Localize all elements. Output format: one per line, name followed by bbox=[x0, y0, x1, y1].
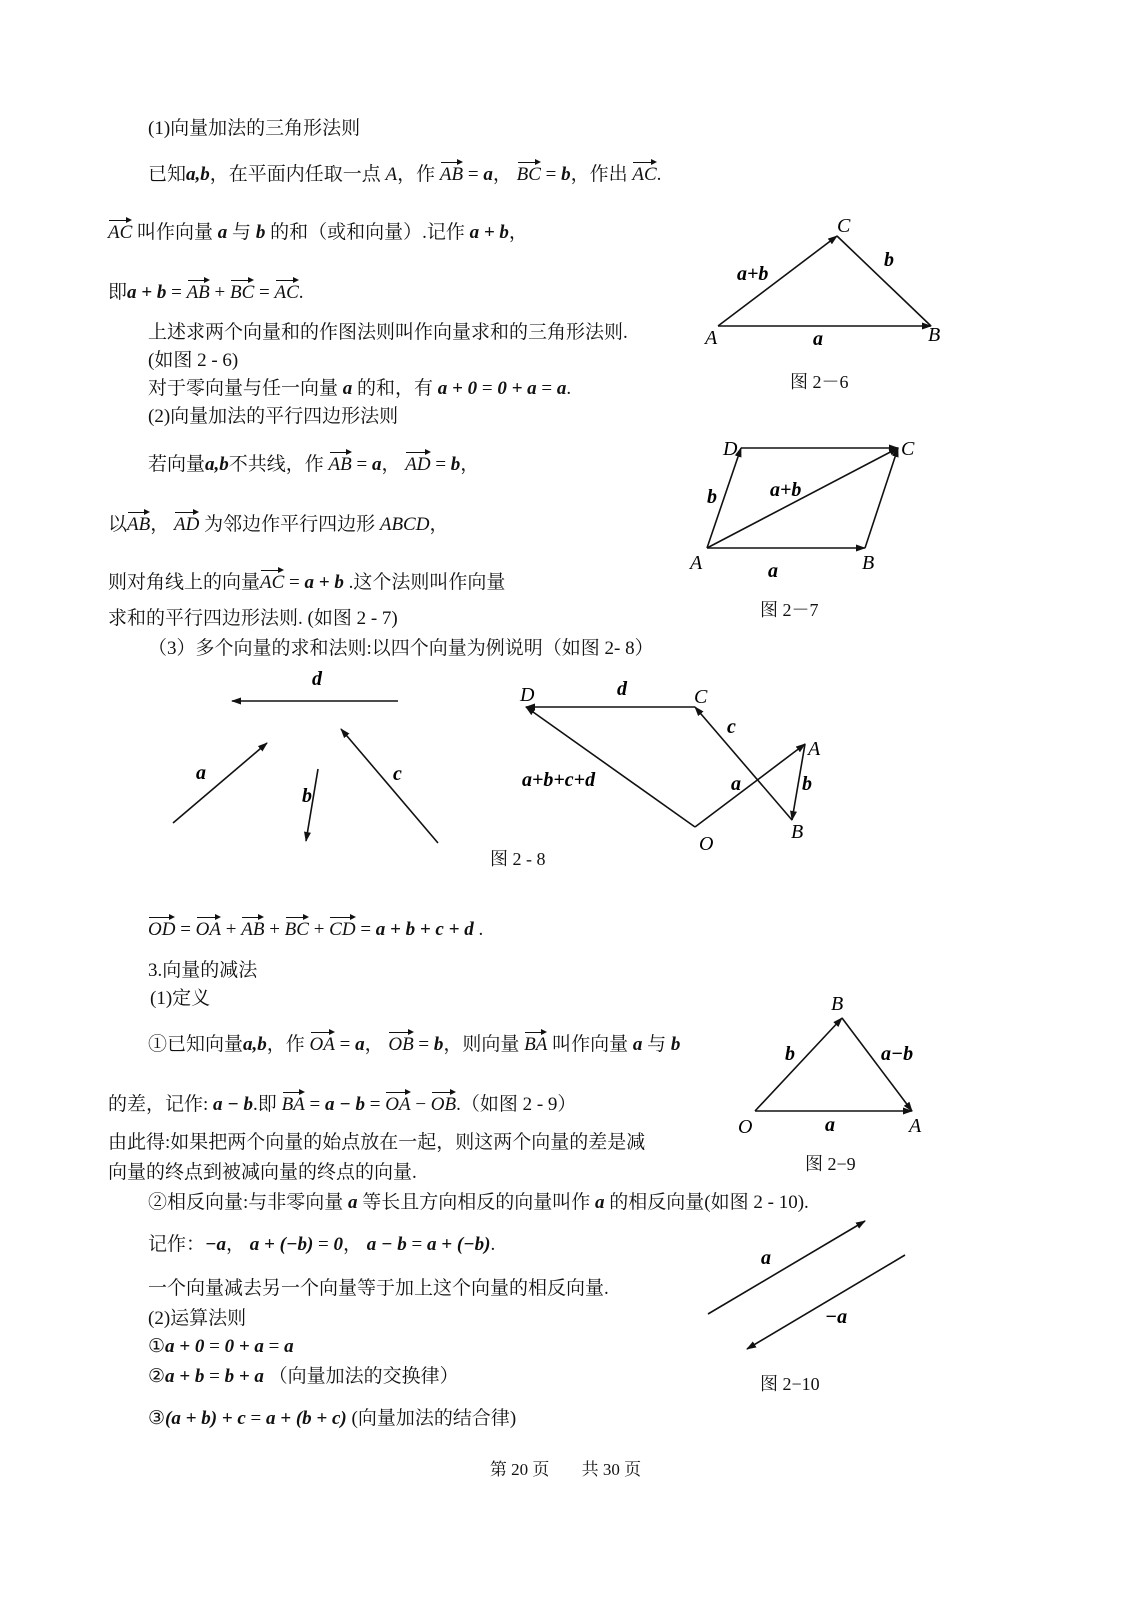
vector-OA bbox=[695, 744, 805, 827]
section-1-para-3: 即a + b = AB + BC = AC. bbox=[108, 278, 304, 305]
rule-1: ①a + 0 = 0 + a = a bbox=[148, 1336, 294, 1357]
section-2-para-4: 求和的平行四边形法则. (如图 2 - 7) bbox=[108, 608, 398, 629]
label-C: C bbox=[837, 215, 851, 237]
section-3-heading: （3）多个向量的求和法则:以四个向量为例说明（如图 2- 8） bbox=[148, 638, 654, 659]
label-D: D bbox=[520, 684, 535, 706]
rule-2: ②a + b = b + a （向量加法的交换律） bbox=[148, 1366, 459, 1387]
subtraction-para-4: 向量的终点到被减向量的终点的向量. bbox=[108, 1162, 417, 1183]
vector-b bbox=[755, 1018, 842, 1111]
caption-fig-2-8: 图 2 - 8 bbox=[490, 849, 546, 869]
subtraction-para-2: 的差，记作: a − b.即 BA = a − b = OA − OB.（如图 2 - 9） bbox=[108, 1090, 576, 1117]
subtraction-para-6: 记作：−a， a + (−b) = 0， a − b = a + (−b). bbox=[148, 1234, 496, 1255]
label-B: B bbox=[928, 324, 941, 346]
label-d: d bbox=[617, 678, 627, 700]
label-b: b bbox=[802, 773, 812, 795]
section-1-para-1: 已知a,b，在平面内任取一点 A，作 AB = a， BC = b，作出 AC. bbox=[148, 160, 661, 187]
vector-a bbox=[173, 743, 267, 823]
page-number: 第 20 页 bbox=[489, 1460, 550, 1479]
rule-3: ③(a + b) + c = a + (b + c) (向量加法的结合律) bbox=[148, 1408, 517, 1429]
vector-c bbox=[341, 729, 438, 843]
subtraction-definition: (1)定义 bbox=[150, 988, 211, 1009]
label-a: a bbox=[761, 1247, 771, 1269]
label-B: B bbox=[862, 552, 875, 574]
label-B: B bbox=[831, 993, 844, 1015]
vector-a bbox=[708, 1221, 865, 1314]
subtraction-para-1: ①已知向量a,b，作 OA = a， OB = b，则向量 BA 叫作向量 a 与 b bbox=[148, 1030, 680, 1057]
caption-fig-2-6: 图 2－6 bbox=[790, 372, 849, 392]
label-a-minus-b: a−b bbox=[881, 1043, 914, 1065]
subtraction-para-3: 由此得:如果把两个向量的始点放在一起，则这两个向量的差是减 bbox=[108, 1132, 646, 1153]
section-1-para-4: 上述求两个向量和的作图法则叫作向量求和的三角形法则. bbox=[148, 322, 628, 343]
label-a-plus-b: a+b bbox=[770, 479, 802, 501]
figure-2-10 bbox=[700, 1215, 920, 1365]
section-2-para-2: 以AB， AD 为邻边作平行四边形 ABCD， bbox=[108, 510, 448, 537]
label-A: A bbox=[909, 1115, 922, 1137]
label-B: B bbox=[791, 821, 804, 843]
label-b: b bbox=[785, 1043, 795, 1065]
label-D: D bbox=[723, 438, 738, 460]
figure-2-8-vectors bbox=[160, 665, 460, 855]
page-total: 共 30 页 bbox=[581, 1460, 642, 1479]
section-1-para-6: 对于零向量与任一向量 a 的和，有 a + 0 = 0 + a = a. bbox=[148, 378, 572, 399]
figure-2-9 bbox=[735, 990, 935, 1140]
label-a: a bbox=[731, 773, 741, 795]
label-neg-a: −a bbox=[825, 1306, 848, 1328]
label-C: C bbox=[901, 438, 915, 460]
section-1-heading: (1)向量加法的三角形法则 bbox=[148, 118, 361, 139]
section-2-para-3: 则对角线上的向量AC = a + b .这个法则叫作向量 bbox=[108, 568, 505, 595]
label-b: b bbox=[707, 486, 717, 508]
section-1-para-2: AC 叫作向量 a 与 b 的和（或和向量）.记作 a + b， bbox=[108, 218, 528, 245]
figure-2-7 bbox=[690, 435, 930, 580]
section-3-formula: OD = OA + AB + BC + CD = a + b + c + d . bbox=[148, 915, 483, 942]
label-O: O bbox=[699, 833, 714, 855]
caption-fig-2-10: 图 2−10 bbox=[760, 1374, 820, 1394]
section-1-para-5: (如图 2 - 6) bbox=[148, 350, 239, 371]
label-a: a bbox=[196, 762, 206, 784]
caption-fig-2-7: 图 2－7 bbox=[760, 600, 819, 620]
rules-heading: (2)运算法则 bbox=[148, 1308, 247, 1329]
page-footer bbox=[0, 1455, 1131, 1480]
label-A: A bbox=[808, 738, 821, 760]
label-A: A bbox=[705, 327, 718, 349]
label-d: d bbox=[312, 668, 322, 690]
subtraction-para-5: ②相反向量:与非零向量 a 等长且方向相反的向量叫作 a 的相反向量(如图 2 - 10). bbox=[148, 1192, 809, 1213]
subtraction-heading: 3.向量的减法 bbox=[148, 960, 258, 981]
label-c: c bbox=[727, 716, 736, 738]
label-A: A bbox=[690, 552, 703, 574]
label-b: b bbox=[884, 249, 894, 271]
label-a: a bbox=[825, 1114, 835, 1136]
label-c: c bbox=[393, 763, 402, 785]
label-C: C bbox=[694, 686, 708, 708]
figure-2-8-polygon bbox=[510, 675, 840, 860]
subtraction-para-7: 一个向量减去另一个向量等于加上这个向量的相反向量. bbox=[148, 1278, 609, 1299]
label-a-plus-b: a+b bbox=[737, 263, 769, 285]
figure-2-6 bbox=[700, 215, 950, 355]
label-a: a bbox=[768, 560, 778, 582]
section-2-para-1: 若向量a,b不共线，作 AB = a， AD = b， bbox=[148, 450, 479, 477]
section-2-heading: (2)向量加法的平行四边形法则 bbox=[148, 406, 399, 427]
vector-neg-a bbox=[747, 1255, 905, 1349]
label-O: O bbox=[738, 1116, 753, 1138]
label-b: b bbox=[302, 785, 312, 807]
label-a: a bbox=[813, 328, 823, 350]
caption-fig-2-9: 图 2−9 bbox=[805, 1154, 856, 1174]
label-sum: a+b+c+d bbox=[522, 769, 596, 791]
vector-a-plus-b bbox=[718, 236, 837, 326]
vector-BC bbox=[695, 707, 792, 820]
vector-OD bbox=[526, 707, 695, 827]
